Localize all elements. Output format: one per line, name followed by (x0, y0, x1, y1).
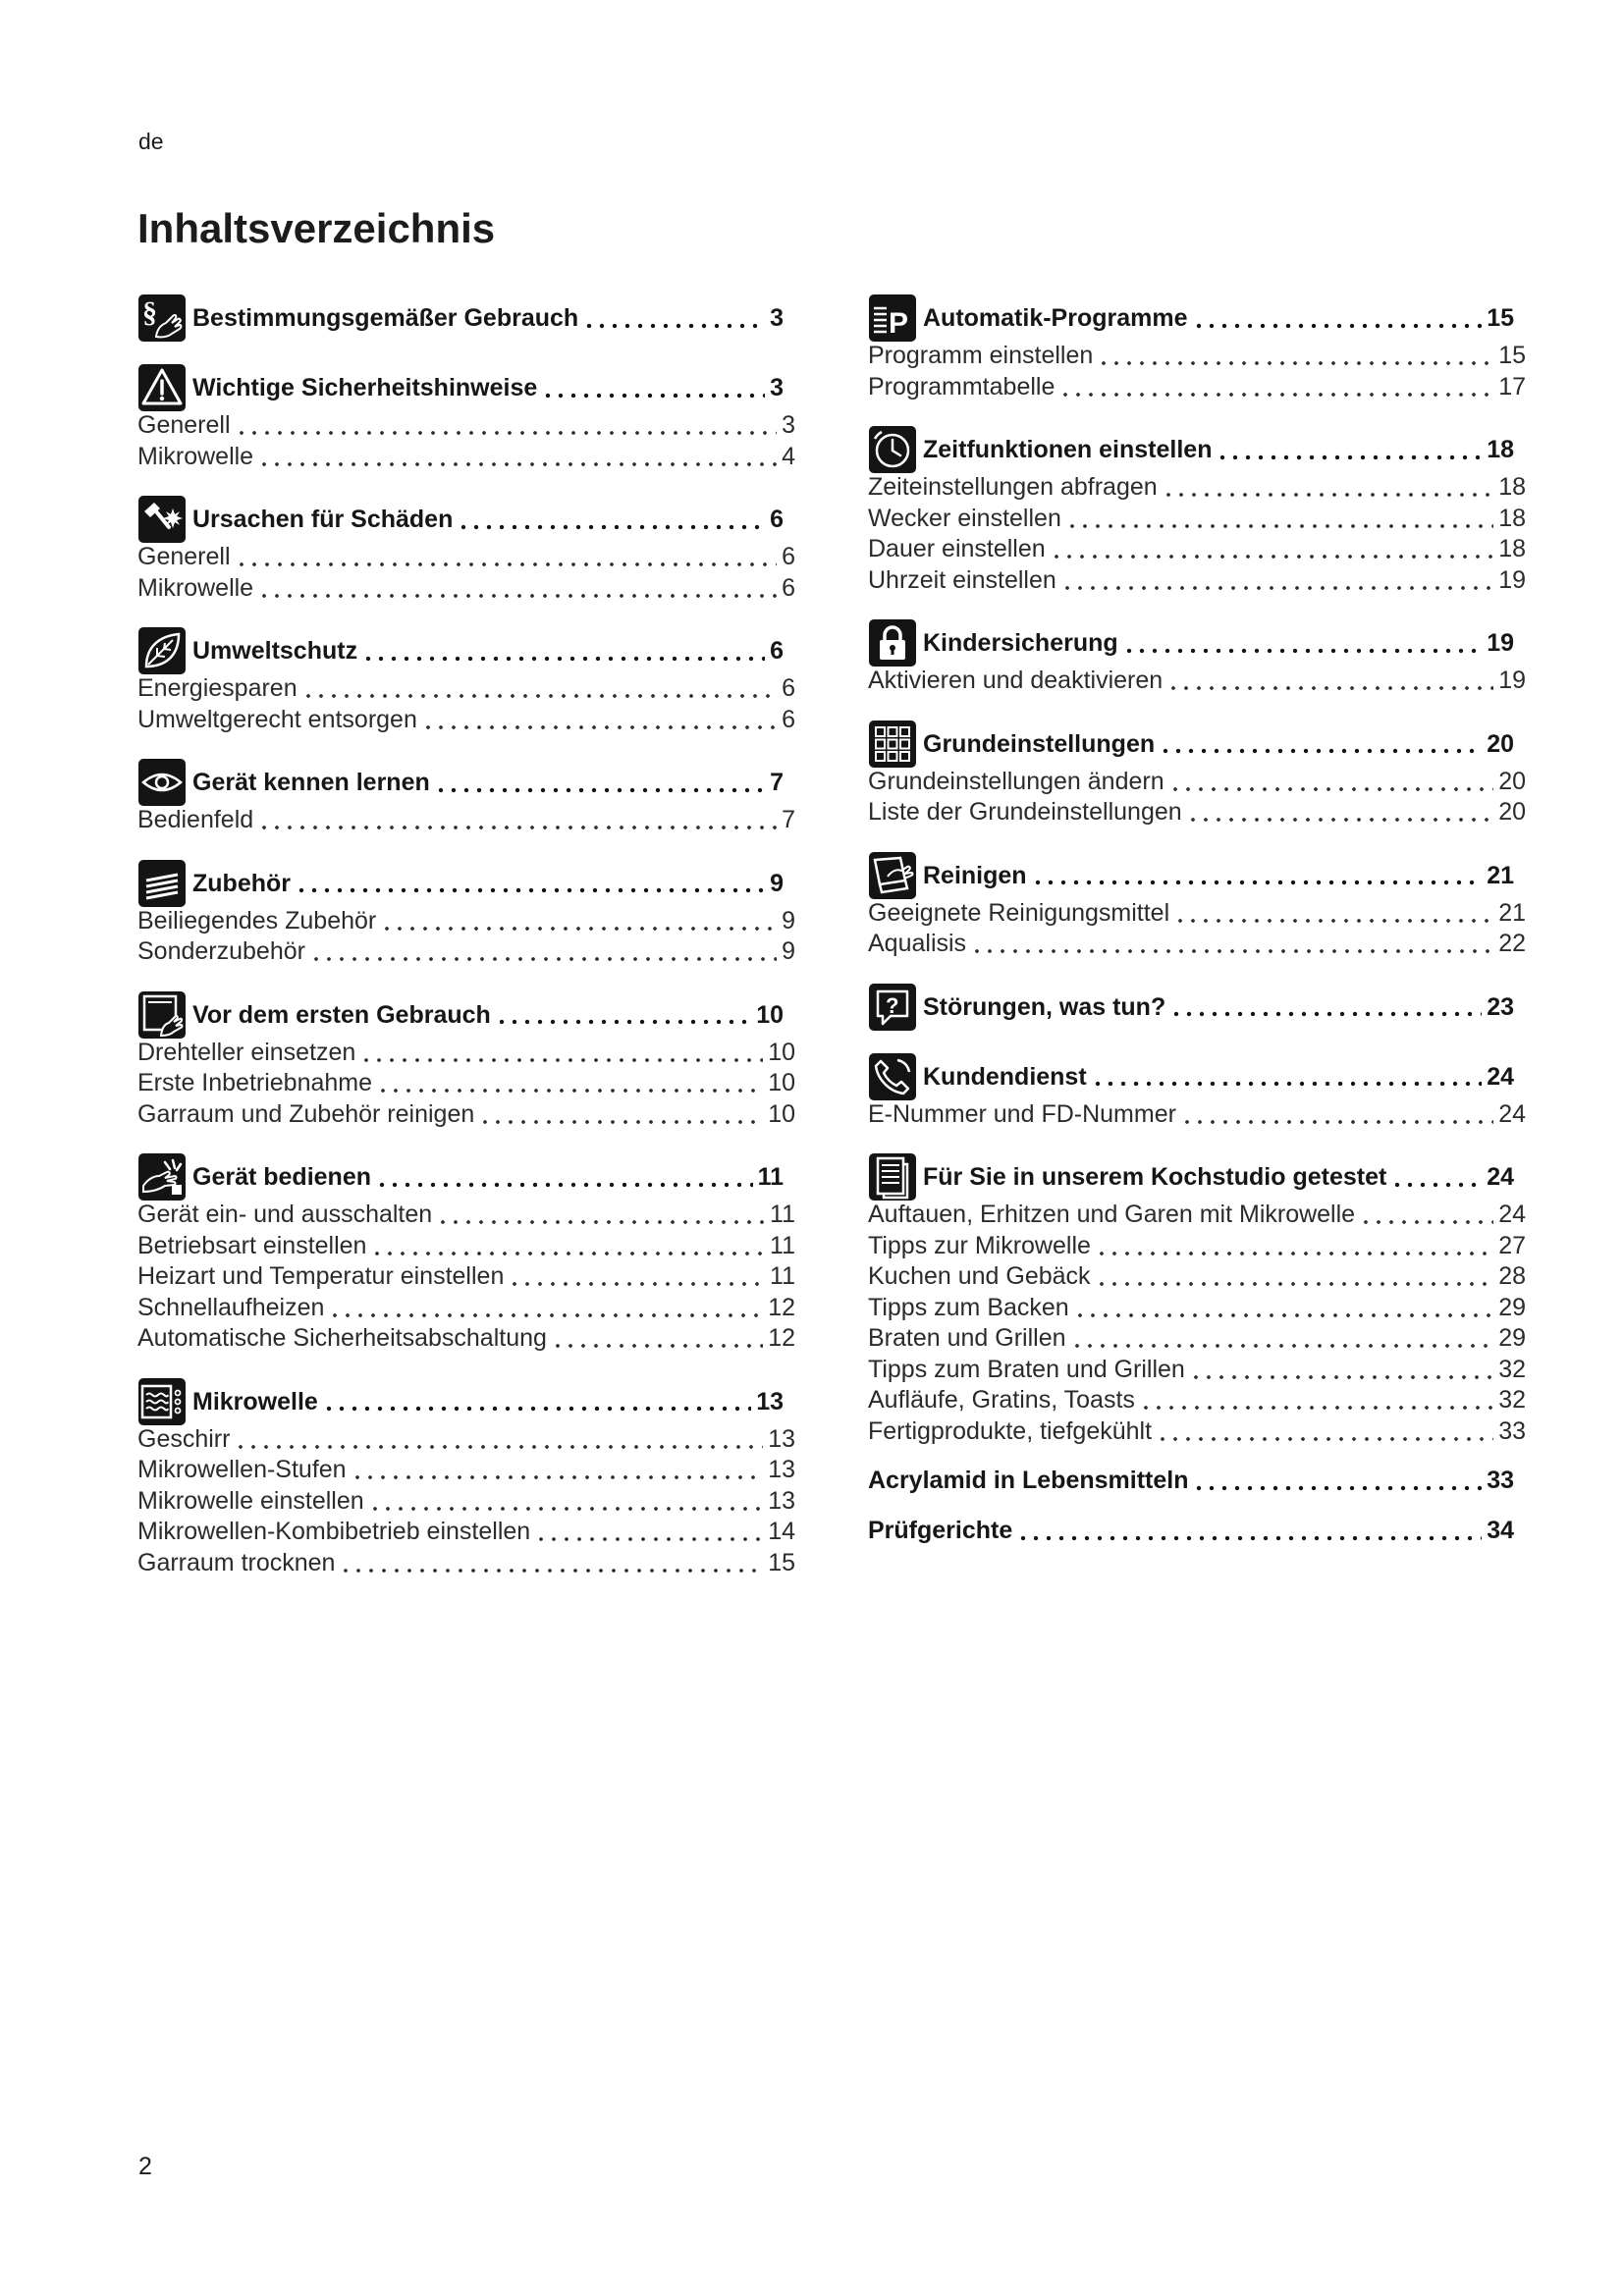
dot-leader (1074, 1326, 1494, 1351)
page-number: 10 (768, 1099, 795, 1128)
toc-heading (868, 1154, 1526, 1200)
toc-heading (868, 853, 1526, 898)
entry-title: Ursachen für Schäden (192, 506, 454, 533)
dot-leader (1160, 1419, 1493, 1444)
damage-hammer-icon (137, 495, 187, 544)
entry-title: Wichtige Sicherheitshinweise (192, 374, 538, 401)
page-number: 13 (768, 1424, 795, 1453)
toc-column-right (868, 295, 1526, 1572)
padlock-icon (868, 618, 917, 667)
entry-title: Garraum trocknen (137, 1548, 336, 1576)
page-number: 18 (1498, 535, 1526, 562)
dot-leader (1170, 668, 1493, 693)
entry-title: Aufläufe, Gratins, Toasts (868, 1386, 1135, 1414)
dot-leader (1101, 344, 1493, 368)
dot-leader (1064, 568, 1493, 593)
svg-text:§: § (142, 296, 157, 329)
page-number: 12 (768, 1293, 795, 1321)
page-number: 20 (1487, 729, 1514, 758)
entry-title: Wecker einstellen (868, 504, 1061, 532)
page-number: 13 (768, 1456, 795, 1483)
page-number: 10 (768, 1069, 795, 1096)
toc-heading (137, 1379, 795, 1424)
toc-entry (137, 1486, 795, 1518)
toc-entry (137, 1200, 795, 1231)
dot-leader (1143, 1388, 1493, 1413)
dot-leader (239, 545, 778, 569)
page-number: 4 (782, 442, 795, 470)
dot-leader (1173, 994, 1482, 1019)
dot-leader (482, 1102, 763, 1127)
dot-leader (499, 1002, 751, 1027)
toc-entry (868, 1293, 1526, 1324)
dot-leader (380, 1071, 763, 1095)
dot-leader (261, 445, 777, 469)
warning-triangle-icon (137, 363, 187, 412)
accessory-trays-icon (137, 859, 187, 908)
page-number: 11 (770, 1201, 795, 1228)
entry-title: Aktivieren und deaktivieren (868, 667, 1164, 694)
toc-entry (868, 666, 1526, 697)
entry-title: Kuchen und Gebäck (868, 1262, 1091, 1290)
dot-leader (1177, 901, 1493, 926)
entry-title: Automatische Sicherheitsabschaltung (137, 1324, 547, 1352)
toc-entry (868, 1355, 1526, 1386)
entry-title: Garraum und Zubehör reinigen (137, 1099, 475, 1128)
dot-leader (974, 932, 1493, 956)
dot-leader (363, 1041, 763, 1065)
settings-grid-icon (868, 720, 917, 769)
dot-leader (1165, 475, 1494, 500)
entry-title: Reinigen (923, 861, 1027, 889)
toc-heading (868, 1514, 1526, 1547)
page-number: 6 (782, 573, 795, 602)
page-number: 23 (1487, 992, 1514, 1021)
page-number: 27 (1498, 1231, 1526, 1259)
toc-heading (137, 1154, 795, 1200)
entry-title: Geeignete Reinigungsmittel (868, 898, 1170, 927)
entry-title: Grundeinstellungen ändern (868, 767, 1164, 795)
dot-leader (261, 808, 777, 832)
entry-title: Mikrowelle (137, 573, 254, 602)
dot-leader (1054, 537, 1494, 561)
entry-title: Zeitfunktionen einstellen (923, 436, 1213, 463)
eye-icon (137, 758, 187, 807)
dot-leader (555, 1326, 763, 1351)
dot-leader (332, 1296, 763, 1320)
toc-entry (868, 372, 1526, 403)
dot-leader (1172, 770, 1494, 794)
page-number: 34 (1487, 1517, 1514, 1544)
dot-leader (298, 871, 765, 895)
toc-entry (137, 1548, 795, 1579)
entry-title: Programm einstellen (868, 342, 1094, 369)
dot-leader (365, 639, 765, 664)
entry-title: Tipps zur Mikrowelle (868, 1231, 1091, 1259)
toc-entry (868, 797, 1526, 828)
toc-section (137, 628, 795, 735)
dot-leader (1193, 1358, 1493, 1382)
page-number: 9 (782, 937, 795, 965)
entry-title: Kindersicherung (923, 629, 1118, 657)
toc-section (868, 1464, 1526, 1497)
entry-title: Bedienfeld (137, 806, 254, 833)
entry-title: Drehteller einsetzen (137, 1038, 356, 1066)
toc-entry (137, 1517, 795, 1548)
toc-entry (137, 442, 795, 473)
dot-leader (1062, 375, 1493, 400)
page-number: 21 (1498, 898, 1526, 927)
entry-title: Prüfgerichte (868, 1517, 1013, 1544)
program-list-icon (868, 294, 917, 343)
page-number: 6 (782, 705, 795, 733)
toc-entry (868, 1323, 1526, 1355)
entry-title: Heizart und Temperatur einstellen (137, 1262, 505, 1290)
dot-leader (1184, 1102, 1493, 1127)
page-number: 3 (782, 411, 795, 439)
dot-leader (1190, 800, 1494, 825)
toc-entry (868, 534, 1526, 565)
dot-leader (512, 1264, 765, 1289)
page-number: 29 (1498, 1324, 1526, 1352)
toc-heading (868, 1054, 1526, 1099)
page-number: 14 (768, 1518, 795, 1545)
dot-leader (545, 376, 765, 400)
dot-leader (1219, 438, 1482, 462)
page-number: 6 (770, 506, 784, 533)
toc-entry (137, 410, 795, 442)
toc-entry (137, 1424, 795, 1456)
dot-leader (384, 909, 777, 934)
toc-heading (137, 497, 795, 542)
entry-title: Mikrowellen-Kombibetrieb einstellen (137, 1518, 531, 1545)
entry-title: Gerät kennen lernen (192, 769, 430, 796)
toc-entry (868, 472, 1526, 504)
toc-entry (137, 542, 795, 573)
toc-section (137, 365, 795, 472)
toc-heading (868, 721, 1526, 767)
entry-title: Umweltgerecht entsorgen (137, 705, 417, 733)
page-number: 20 (1498, 767, 1526, 795)
page-number: 22 (1498, 930, 1526, 957)
dot-leader (1020, 1519, 1482, 1543)
page-number: 15 (768, 1548, 795, 1576)
toc-entry (137, 1261, 795, 1293)
page-number: 6 (782, 543, 795, 570)
page-number: 12 (768, 1324, 795, 1352)
toc-entry (137, 936, 795, 968)
toc-section (868, 427, 1526, 596)
page-number: 10 (756, 1000, 784, 1029)
toc-entry (868, 1231, 1526, 1262)
toc-heading (137, 295, 795, 341)
toc-heading (868, 295, 1526, 341)
oven-door-hand-icon (137, 990, 187, 1040)
toc-entry (868, 898, 1526, 930)
toc-section (137, 992, 795, 1131)
page-number: 33 (1487, 1467, 1514, 1494)
toc-heading (137, 760, 795, 805)
page-number: 28 (1498, 1262, 1526, 1290)
dot-leader (354, 1458, 764, 1482)
toc-heading (868, 985, 1526, 1030)
recipe-document-icon (868, 1152, 917, 1201)
page-number: 20 (1498, 798, 1526, 826)
dot-leader (261, 576, 777, 601)
dot-leader (1363, 1202, 1493, 1227)
toc-heading (137, 365, 795, 410)
toc-heading (868, 1464, 1526, 1497)
entry-title: Energiesparen (137, 674, 298, 702)
dot-leader (538, 1520, 763, 1544)
page-number: 18 (1498, 504, 1526, 532)
page-number: 9 (770, 869, 784, 897)
page-number: 10 (768, 1038, 795, 1066)
page-number: 29 (1498, 1293, 1526, 1321)
page-number: 6 (782, 674, 795, 702)
entry-title: Automatik-Programme (923, 304, 1188, 332)
entry-title: Bestimmungsgemäßer Gebrauch (192, 304, 579, 332)
page-number: 18 (1487, 436, 1514, 463)
entry-title: Aqualisis (868, 930, 967, 957)
microwave-icon (137, 1377, 187, 1426)
page-title: Inhaltsverzeichnis (137, 205, 496, 251)
toc-section (137, 760, 795, 836)
page-number: 11 (757, 1163, 784, 1191)
entry-title: Gerät ein- und ausschalten (137, 1201, 433, 1228)
toc-section (868, 1054, 1526, 1131)
toc-entry (868, 504, 1526, 535)
toc-heading (868, 620, 1526, 666)
toc-entry (137, 1293, 795, 1324)
toc-entry (137, 1323, 795, 1355)
toc-entry (137, 705, 795, 736)
dot-leader (586, 306, 765, 331)
dot-leader (305, 676, 777, 701)
entry-title: E-Nummer und FD-Nummer (868, 1099, 1176, 1128)
page-number: 32 (1498, 1355, 1526, 1383)
page-number: 17 (1498, 372, 1526, 400)
toc-entry (137, 573, 795, 605)
dot-leader (1196, 1468, 1482, 1493)
entry-title: Fertigprodukte, tiefgekühlt (868, 1416, 1153, 1445)
dot-leader (372, 1489, 764, 1514)
page-number-footer: 2 (138, 2153, 152, 2180)
page-number: 11 (770, 1262, 795, 1290)
toc-entry (137, 906, 795, 937)
entry-title: Erste Inbetriebnahme (137, 1069, 373, 1096)
entry-title: Grundeinstellungen (923, 729, 1156, 758)
entry-title: Sonderzubehör (137, 937, 305, 965)
toc-section (137, 295, 795, 341)
dot-leader (425, 708, 777, 732)
toc-entry (868, 767, 1526, 798)
telephone-icon (868, 1052, 917, 1101)
toc-entry (868, 341, 1526, 372)
page-number: 24 (1498, 1099, 1526, 1128)
leaf-icon (137, 626, 187, 675)
toc-entry (868, 1200, 1526, 1231)
toc-entry (868, 1416, 1526, 1448)
toc-section (868, 1514, 1526, 1547)
question-mark-icon (868, 983, 917, 1032)
toc-section (868, 721, 1526, 828)
toc-section (868, 620, 1526, 697)
toc-entry (137, 805, 795, 836)
toc-entry (137, 1455, 795, 1486)
toc-column-left (137, 295, 795, 1603)
dot-leader (1069, 507, 1493, 531)
entry-title: Gerät bedienen (192, 1163, 371, 1191)
entry-title: Kundendienst (923, 1062, 1087, 1091)
toc-section (868, 295, 1526, 402)
entry-title: Mikrowelle (192, 1387, 318, 1415)
toc-entry (868, 1261, 1526, 1293)
page-number: 33 (1498, 1416, 1526, 1445)
entry-title: Acrylamid in Lebensmitteln (868, 1467, 1189, 1494)
svg-text:P: P (889, 307, 909, 340)
page-number: 21 (1487, 861, 1514, 889)
toc-heading (868, 427, 1526, 472)
toc-heading (137, 628, 795, 673)
dot-leader (326, 1389, 751, 1414)
page-number: 3 (770, 374, 784, 401)
cleaning-cloth-icon (868, 851, 917, 900)
page-number: 15 (1487, 304, 1514, 332)
page-number: 7 (782, 806, 795, 833)
dot-leader (440, 1202, 765, 1227)
dot-leader (238, 1427, 763, 1452)
svg-text:?: ? (886, 992, 899, 1018)
entry-title: Mikrowelle (137, 442, 254, 470)
entry-title: Tipps zum Braten und Grillen (868, 1355, 1185, 1383)
page-number: 9 (782, 906, 795, 934)
toc-heading (137, 861, 795, 906)
toc-entry (137, 1099, 795, 1131)
dot-leader (1077, 1296, 1493, 1320)
entry-title: Vor dem ersten Gebrauch (192, 1000, 491, 1029)
entry-title: Mikrowellen-Stufen (137, 1456, 347, 1483)
entry-title: Tipps zum Backen (868, 1293, 1069, 1321)
page-number: 7 (770, 769, 784, 796)
page-number: 3 (770, 304, 784, 332)
language-code: de (138, 129, 164, 154)
page-number: 13 (756, 1387, 784, 1415)
toc-section (868, 1154, 1526, 1447)
entry-title: Zubehör (192, 869, 291, 897)
toc-entry (868, 1385, 1526, 1416)
dot-leader (239, 413, 778, 438)
entry-title: Mikrowelle einstellen (137, 1486, 364, 1515)
toc-section (868, 853, 1526, 960)
page-number: 6 (770, 637, 784, 665)
toc-heading (137, 992, 795, 1038)
page-number: 24 (1498, 1201, 1526, 1228)
toc-section (137, 861, 795, 968)
dot-leader (1099, 1234, 1493, 1258)
paragraph-hand-icon (137, 294, 187, 343)
entry-title: Dauer einstellen (868, 535, 1046, 562)
entry-title: Beiliegendes Zubehör (137, 906, 377, 934)
dot-leader (1196, 306, 1483, 331)
entry-title: Braten und Grillen (868, 1324, 1066, 1352)
entry-title: Zeiteinstellungen abfragen (868, 473, 1158, 501)
dot-leader (374, 1234, 765, 1258)
toc-entry (137, 673, 795, 705)
page-number: 11 (770, 1231, 795, 1259)
entry-title: Umweltschutz (192, 637, 358, 665)
page-number: 24 (1487, 1062, 1514, 1091)
page-number: 13 (768, 1486, 795, 1515)
toc-entry (137, 1038, 795, 1069)
dot-leader (1126, 631, 1483, 656)
toc-entry (137, 1068, 795, 1099)
entry-title: Schnellaufheizen (137, 1293, 325, 1321)
dot-leader (379, 1165, 753, 1190)
toc-section (137, 1154, 795, 1355)
dot-leader (1099, 1264, 1494, 1289)
entry-title: Geschirr (137, 1424, 231, 1453)
page-number: 24 (1487, 1163, 1514, 1191)
dot-leader (1163, 731, 1482, 756)
toc-section (868, 985, 1526, 1030)
entry-title: Betriebsart einstellen (137, 1231, 367, 1259)
entry-title: Liste der Grundeinstellungen (868, 798, 1182, 826)
page-number: 32 (1498, 1386, 1526, 1414)
dot-leader (1394, 1165, 1482, 1190)
entry-title: Für Sie in unserem Kochstudio getestet (923, 1163, 1387, 1191)
entry-title: Generell (137, 411, 231, 439)
entry-title: Generell (137, 543, 231, 570)
toc-entry (868, 565, 1526, 597)
entry-title: Auftauen, Erhitzen und Garen mit Mikrowelle (868, 1201, 1356, 1228)
dot-leader (1035, 863, 1483, 887)
page-number: 19 (1487, 629, 1514, 657)
dot-leader (1095, 1064, 1483, 1089)
toc-entry (868, 929, 1526, 960)
dot-leader (313, 939, 777, 964)
entry-title: Uhrzeit einstellen (868, 565, 1056, 594)
clock-icon (868, 425, 917, 474)
toc-section (137, 1379, 795, 1579)
page-number: 18 (1498, 473, 1526, 501)
dot-leader (460, 507, 765, 532)
dot-leader (343, 1551, 763, 1575)
page-number: 15 (1498, 342, 1526, 369)
page-number: 19 (1498, 667, 1526, 694)
toc-entry (868, 1099, 1526, 1131)
page-number: 19 (1498, 565, 1526, 594)
toc-section (137, 497, 795, 604)
toc-entry (137, 1231, 795, 1262)
entry-title: Störungen, was tun? (923, 992, 1166, 1021)
entry-title: Programmtabelle (868, 372, 1056, 400)
dot-leader (438, 771, 765, 795)
operating-hand-icon (137, 1152, 187, 1201)
